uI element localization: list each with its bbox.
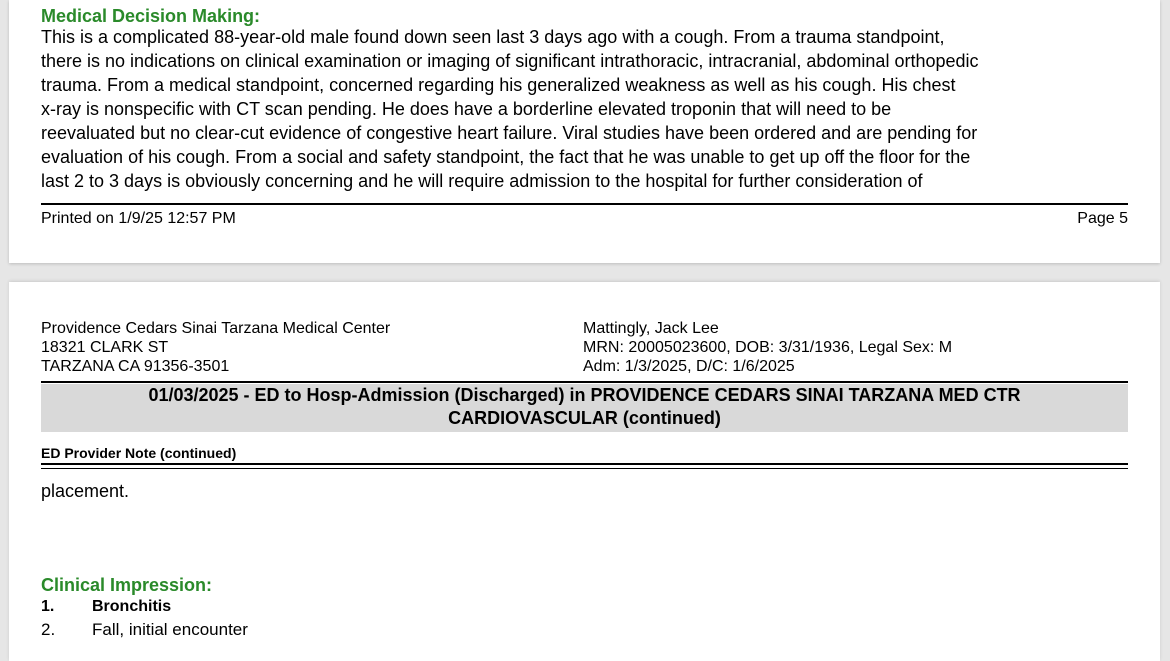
mdm-line: This is a complicated 88-year-old male found down seen last 3 days ago with a cough. From a trauma standpoint, [41, 27, 945, 47]
mdm-line: reevaluated but no clear-cut evidence of congestive heart failure. Viral studies have been ordered and are pending for [41, 123, 978, 143]
facility-name: Providence Cedars Sinai Tarzana Medical Center [41, 320, 391, 337]
mdm-heading: Medical Decision Making: [41, 6, 261, 26]
mdm-paragraph [41, 25, 979, 193]
facility-street: 18321 CLARK ST [41, 339, 169, 356]
patient-ids: MRN: 20005023600, DOB: 3/31/1936, Legal Sex: M [583, 339, 953, 356]
encounter-divider [41, 381, 1128, 383]
list-item [41, 618, 248, 641]
patient-name: Mattingly, Jack Lee [583, 320, 719, 337]
list-item [41, 595, 248, 618]
document-page-6 [9, 282, 1160, 661]
encounter-line-1: 01/03/2025 - ED to Hosp-Admission (Discharged) in PROVIDENCE CEDARS SINAI TARZANA MED CTR [148, 385, 1021, 405]
mdm-line: evaluation of his cough. From a social and safety standpoint, the fact that he was unable to get up off the floor for the [41, 147, 971, 167]
facility-address [41, 319, 390, 376]
note-title: ED Provider Note (continued) [41, 445, 237, 461]
list-item-text: Bronchitis [92, 598, 172, 615]
encounter-line-2: CARDIOVASCULAR (continued) [448, 408, 721, 428]
impression-list [41, 595, 248, 641]
footer-divider [41, 203, 1128, 205]
printed-timestamp: Printed on 1/9/25 12:57 PM [41, 210, 236, 227]
note-divider [41, 468, 1128, 469]
document-page-5 [9, 0, 1160, 263]
mdm-line: there is no indications on clinical examination or imaging of significant intrathoracic, intracranial, abdominal orthopedic [41, 51, 979, 71]
list-item-text: Fall, initial encounter [92, 620, 248, 639]
facility-city: TARZANA CA 91356-3501 [41, 358, 230, 375]
encounter-banner [41, 384, 1128, 432]
admission-dates: Adm: 1/3/2025, D/C: 1/6/2025 [583, 358, 795, 375]
mdm-line: last 2 to 3 days is obviously concerning and he will require admission to the hospital for further consideration of [41, 171, 923, 191]
mdm-line: trauma. From a medical standpoint, concerned regarding his generalized weakness as well as his cough. His chest [41, 75, 956, 95]
note-divider [41, 463, 1128, 465]
mdm-line: x-ray is nonspecific with CT scan pending. He does have a borderline elevated troponin that will need to be [41, 99, 892, 119]
patient-info [583, 319, 952, 376]
list-item-number: 1. [41, 598, 55, 615]
page-number: Page 5 [1077, 210, 1128, 227]
continuation-text: placement. [41, 481, 130, 501]
list-item-number: 2. [41, 620, 56, 639]
clinical-impression-heading: Clinical Impression: [41, 575, 213, 595]
